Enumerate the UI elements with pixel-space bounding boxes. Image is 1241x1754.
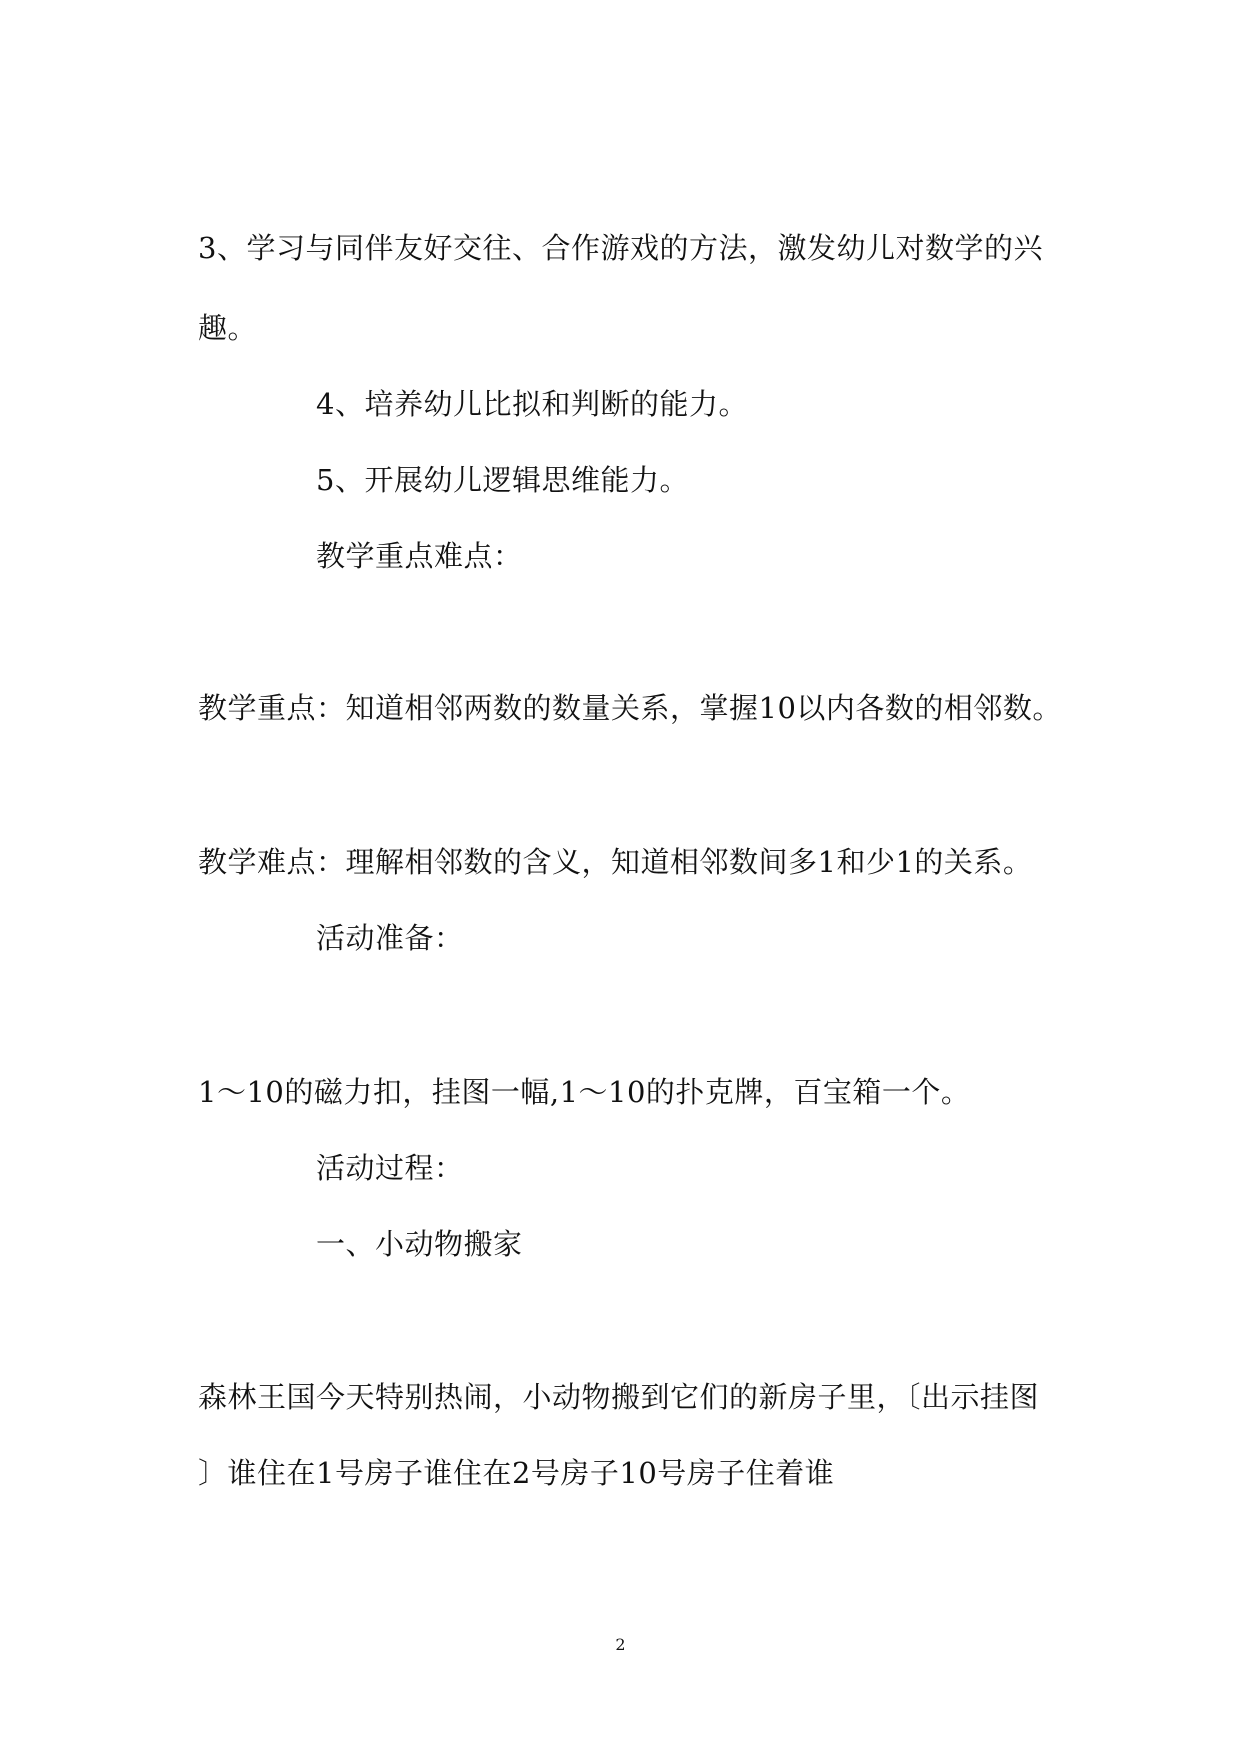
section-heading: 教学重点难点： <box>316 539 523 573</box>
section-heading: 活动过程： <box>316 1151 464 1185</box>
text-line: 趣。 <box>198 311 258 345</box>
text-line: 教学重点：知道相邻两数的数量关系，掌握10以内各数的相邻数。 <box>198 691 1062 725</box>
text-line: 5、开展幼儿逻辑思维能力。 <box>316 463 689 497</box>
text-line: 1～10的磁力扣，挂图一幅,1～10的扑克牌，百宝箱一个。 <box>198 1075 971 1109</box>
text-line: 〕谁住在1号房子谁住在2号房子10号房子住着谁 <box>198 1456 835 1490</box>
text-line: 教学难点：理解相邻数的含义，知道相邻数间多1和少1的关系。 <box>198 845 1033 879</box>
page-number: 2 <box>615 1635 626 1654</box>
section-heading: 一、小动物搬家 <box>316 1227 523 1261</box>
section-heading: 活动准备： <box>316 921 464 955</box>
text-line: 3、学习与同伴友好交往、合作游戏的方法，激发幼儿对数学的兴 <box>198 231 1043 265</box>
text-line: 森林王国今天特别热闹，小动物搬到它们的新房子里，〔出示挂图 <box>198 1380 1040 1414</box>
text-line: 4、培养幼儿比拟和判断的能力。 <box>316 387 748 421</box>
